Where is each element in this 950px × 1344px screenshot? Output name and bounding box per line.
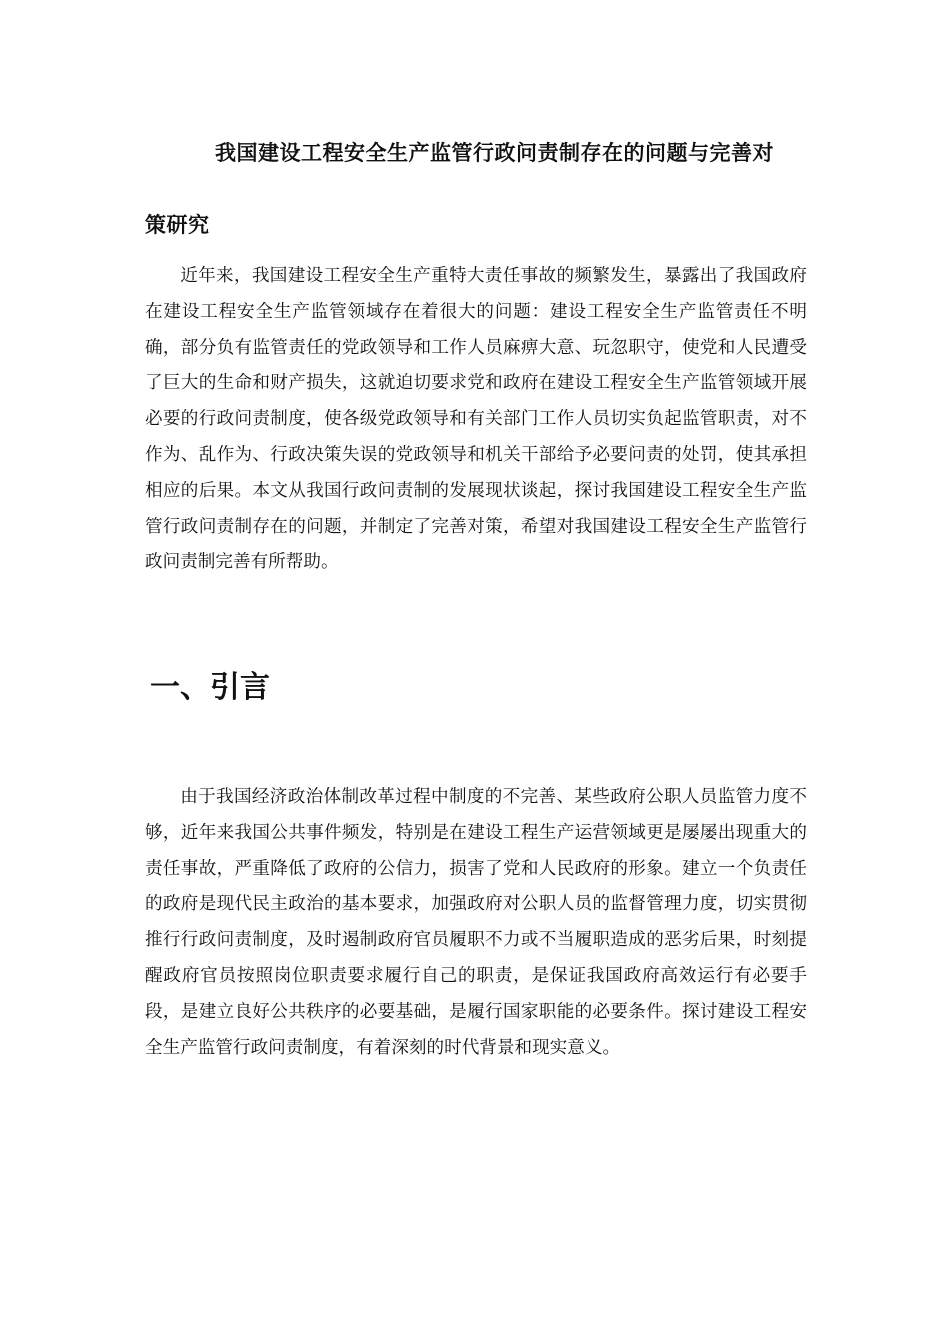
document-title-line-2: 策研究 [145,212,210,237]
abstract-paragraph: 近年来，我国建设工程安全生产重特大责任事故的频繁发生，暴露出了我国政府在建设工程安全生产监管领域存在着很大的问题：建设工程安全生产监管责任不明确，部分负有监管责任的党政领导和工作人员麻痹大意、玩忽职守，使党和人民遭受了巨大的生命和财产损失，这就迫切要求党和政府在建设工程安全生产监管领域开展必要的行政问责制度，使各级党政领导和有关部门工作人员切实负起监管职责，对不作为、乱作为、行政决策失误的党政领导和机关干部给予必要问责的处罚，使其承担相应的后果。本文从我国行政问责制的发展现状谈起，探讨我国建设工程安全生产监管行政问责制存在的问题，并制定了完善对策，希望对我国建设工程安全生产监管行政问责制完善有所帮助。 [145,266,807,573]
section-heading-introduction: 一、引言 [150,670,270,705]
introduction-paragraph: 由于我国经济政治体制改革过程中制度的不完善、某些政府公职人员监管力度不够，近年来我国公共事件频发，特别是在建设工程生产运营领域更是屡屡出现重大的责任事故，严重降低了政府的公信力，损害了党和人民政府的形象。建立一个负责任的政府是现代民主政治的基本要求，加强政府对公职人员的监督管理力度，切实贯彻推行行政问责制度，及时遏制政府官员履职不力或不当履职造成的恶劣后果，时刻提醒政府官员按照岗位职责要求履行自己的职责，是保证我国政府高效运行有必要手段，是建立良好公共秩序的必要基础，是履行国家职能的必要条件。探讨建设工程安全生产监管行政问责制度，有着深刻的时代背景和现实意义。 [145,787,807,1058]
document-title-line-1: 我国建设工程安全生产监管行政问责制存在的问题与完善对 [215,140,774,165]
